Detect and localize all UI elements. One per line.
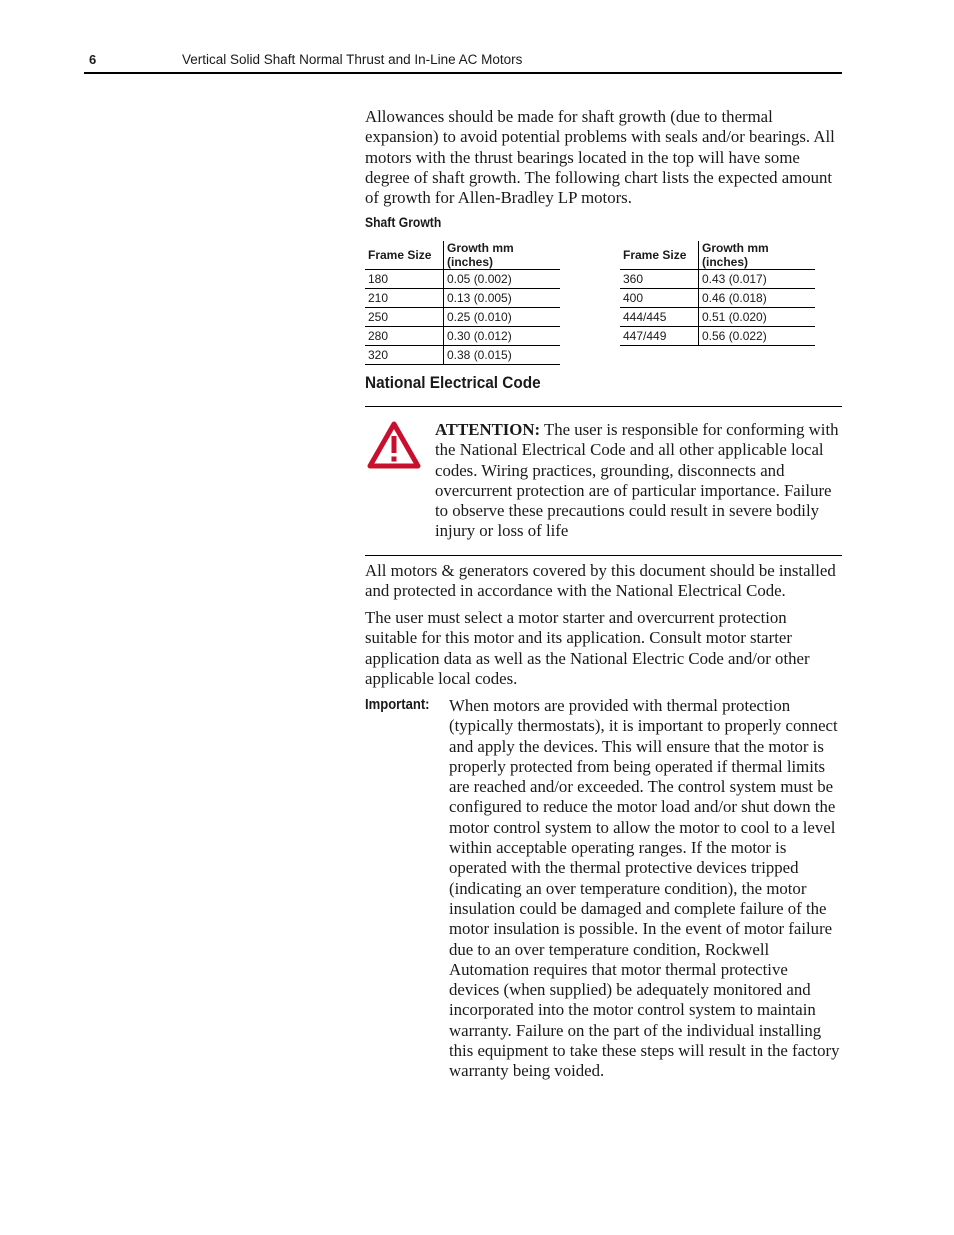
frame-size-cell: 280: [365, 327, 444, 346]
attention-block: [435, 420, 840, 542]
frame-size-cell: 320: [365, 346, 444, 365]
attention-label: ATTENTION:: [435, 420, 541, 439]
page-header: [84, 50, 842, 74]
growth-cell: 0.05 (0.002): [444, 270, 561, 289]
table-header-row: [620, 241, 815, 270]
nec-paragraph: All motors & generators covered by this document should be installed and protected in accordance with the National Electrical Code.: [365, 561, 836, 601]
frame-size-cell: 447/449: [620, 327, 699, 346]
frame-size-cell: 180: [365, 270, 444, 289]
growth-cell: 0.51 (0.020): [699, 308, 816, 327]
table-row: [620, 327, 815, 346]
table-row: [620, 308, 815, 327]
table-row: [365, 327, 560, 346]
frame-size-cell: 250: [365, 308, 444, 327]
table-header-row: [365, 241, 560, 270]
growth-cell: 0.46 (0.018): [699, 289, 816, 308]
important-text: When motors are provided with thermal protection (typically thermostats), it is important to properly connect and apply the devices. This will ensure that the motor is properly protected from being operated if thermal limits are reached and/or exceeded. The control system must be configured to reduce the motor load and/or shut down the motor control system to allow the motor to cool to a level within acceptable operating ranges. If the motor is operated with the thermal protective devices tripped (indicating an over temperature condition), the motor insulation could be damaged and complete failure of the motor insulation is possible. In the event of motor failure due to an over temperature condition, Rockwell Automation requires that motor thermal protective devices (when supplied) be adequately monitored and incorporated into the motor control system to maintain warranty. Failure on the part of the individual installing this equipment to take these steps will result in the factory warranty being voided.: [449, 696, 840, 1081]
frame-size-cell: 360: [620, 270, 699, 289]
divider-top: [365, 406, 842, 407]
growth-cell: 0.43 (0.017): [699, 270, 816, 289]
frame-size-cell: 210: [365, 289, 444, 308]
col-header-frame-size: Frame Size: [365, 241, 444, 270]
important-label: Important:: [365, 697, 430, 713]
table-row: [365, 346, 560, 365]
col-header-frame-size: Frame Size: [620, 241, 699, 270]
table-row: [365, 308, 560, 327]
col-header-growth: Growth mm (inches): [444, 241, 561, 270]
growth-cell: 0.56 (0.022): [699, 327, 816, 346]
frame-size-cell: 400: [620, 289, 699, 308]
table-row: [365, 270, 560, 289]
shaft-growth-title: Shaft Growth: [365, 215, 442, 230]
warning-triangle-icon: [366, 420, 422, 470]
col-header-growth: Growth mm (inches): [699, 241, 816, 270]
shaft-growth-table-right: [620, 241, 815, 346]
divider-bottom: [365, 555, 842, 556]
growth-cell: 0.30 (0.012): [444, 327, 561, 346]
intro-paragraph: Allowances should be made for shaft growth (due to thermal expansion) to avoid potential problems with seals and/or bearings. All motors with the thrust bearings located in the top will have some degree of shaft growth. The following chart lists the expected amount of growth for Allen-Bradley LP motors.: [365, 107, 835, 208]
growth-cell: 0.38 (0.015): [444, 346, 561, 365]
growth-cell: 0.13 (0.005): [444, 289, 561, 308]
frame-size-cell: 444/445: [620, 308, 699, 327]
document-title: Vertical Solid Shaft Normal Thrust and In-Line AC Motors: [182, 52, 523, 67]
table-row: [365, 289, 560, 308]
growth-cell: 0.25 (0.010): [444, 308, 561, 327]
shaft-growth-table-left: [365, 241, 560, 365]
attention-text: The user is responsible for conforming with the National Electrical Code and all other applicable local codes. Wiring practices, grounding, disconnects and overcurrent protection are of particular importance. Failure to observe these precautions could result in severe bodily injury or loss of life: [435, 420, 839, 541]
table-row: [620, 270, 815, 289]
page-number: 6: [89, 52, 97, 67]
table-row: [620, 289, 815, 308]
motor-starter-paragraph: The user must select a motor starter and overcurrent protection suitable for this motor and its application. Consult motor starter application data as well as the National Electric Code and/or other applicable local codes.: [365, 608, 810, 688]
section-heading-nec: National Electrical Code: [365, 374, 541, 392]
